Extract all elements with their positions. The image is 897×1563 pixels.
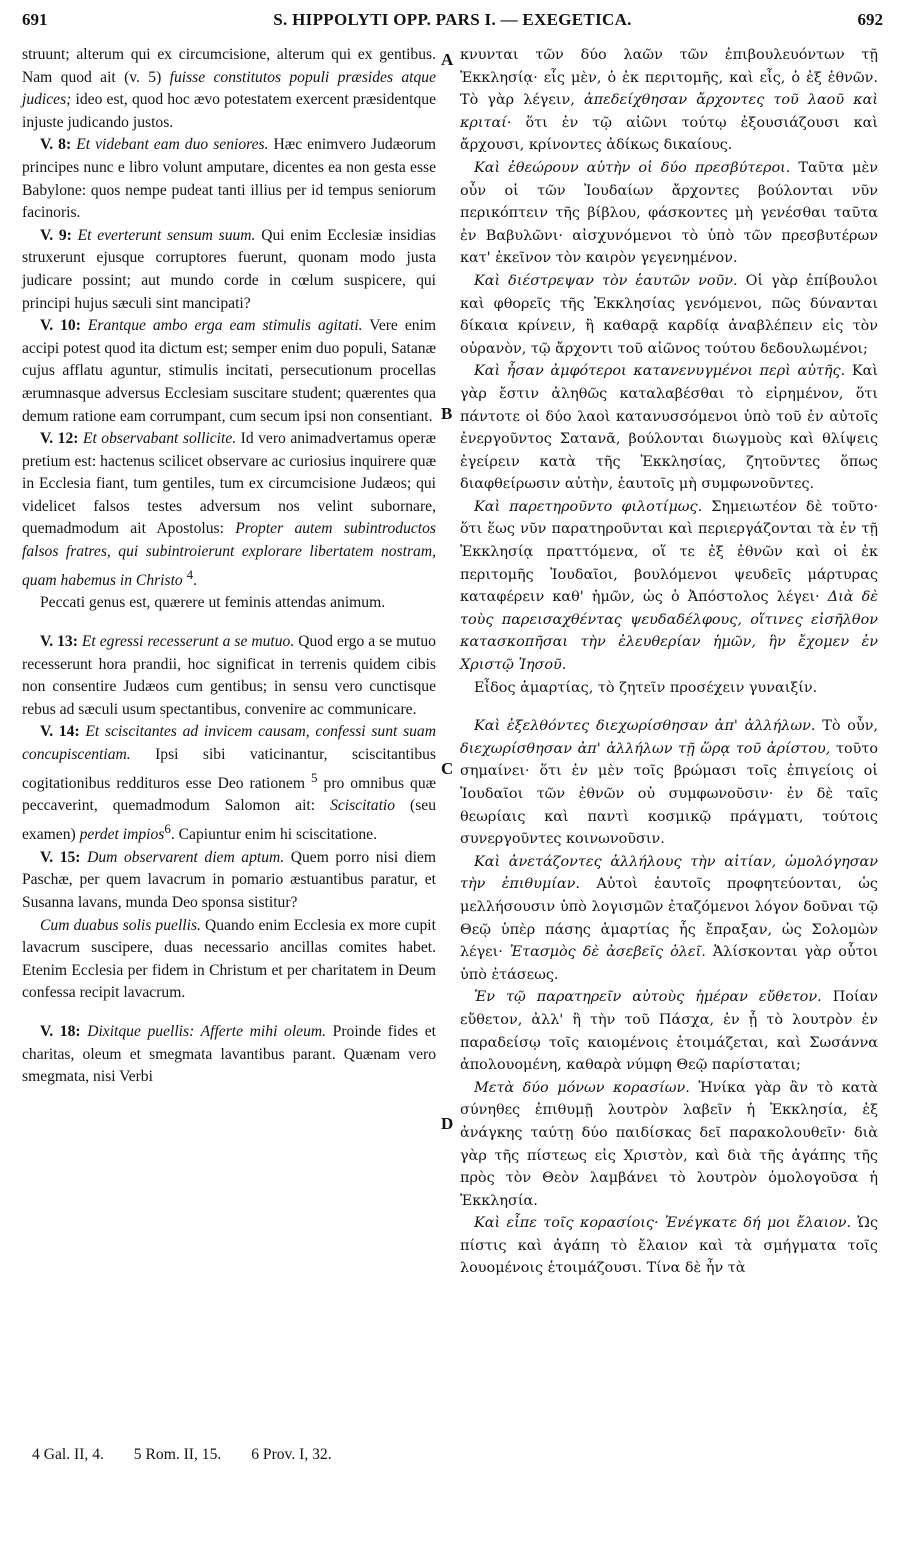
margin-marker-a: A xyxy=(441,50,454,69)
latin-verse-18: V. 18: Dixitque puellis: Afferte mihi oleum. Proinde fides et charitas, oleum et smegmata lavantibus parant. Quænam vero smegmata, nisi Verbi xyxy=(22,1022,436,1086)
greek-paragraph: Καὶ ἀνετάζοντες ἀλλήλους τὴν αἰτίαν, ὡμολόγησαν τὴν ἐπιθυμίαν. Αὐτοὶ ἑαυτοῖς προφητεύονται, ὡς μελλήσουσιν ὑπὸ λογισμῶν ἐταζόμενοι λόγον δοῦναι τῷ Θεῷ ὑπὲρ πάσης ἁμαρτίας ἧς ἔπραξαν, ὡς Σολομὼν λέγει· Ἐτασμὸς δὲ ἀσεβεῖς ὀλεῖ. Ἁλίσκονται γὰρ οὗτοι ὑπὸ ἐτάσεως. xyxy=(460,853,878,983)
footnote: 4 Gal. II, 4. xyxy=(32,1446,104,1463)
footnote-ref: 5 xyxy=(311,769,318,785)
latin-column xyxy=(22,44,436,1089)
greek-paragraph: Καὶ παρετηροῦντο φιλοτίμως. Σημειωτέον δὲ τοῦτο· ὅτι ἕως νῦν παρατηροῦνται καὶ περιεργάζονται τὰ ἐν τῇ Ἐκκλησίᾳ πραττόμενα, οἵ τε ἐξ ἐθνῶν καὶ οἱ ἐκ περιτομῆς Ἰουδαῖοι, βουλόμενοι ψευδεῖς μάρτυρας καταφέρειν καθ' ἡμῶν, ὡς ὁ Ἀπόστολος λέγει· Διὰ δὲ τοὺς παρεισαχθέντας ψευδαδέλφους, οἵτινες εἰσῆλθον κατασκοπῆσαι τὴν ἐλευθερίαν ἡμῶν, ἣν ἔχομεν ἐν Χριστῷ Ἰησοῦ. xyxy=(460,498,879,674)
latin-verse-14: V. 14: Et sciscitantes ad invicem causam, confessi sunt suam concupiscentiam. Ipsi sibi vaticinantur, sciscitantibus cogitationibus reddituros esse Deo rationem $^5$ pro omnibus quæ peccaverint, quemadmodum Salomon ait: Sciscitatio (seu examen) perdet impios$^6$. Capiuntur enim hi sciscitatione. xyxy=(22,723,437,844)
greek-paragraph: Καὶ ἦσαν ἀμφότεροι κατανενυγμένοι περὶ αὐτῆς. Καὶ γὰρ ἔστιν ἀληθῶς καταλαβέσθαι τὸ εἰρημένον, ὅτι πάντοτε οἱ δύο λαοὶ κατανυσσόμενοι ὑπὸ τοῦ ἐν αὐτοῖς ἐνεργοῦντος Σατανᾶ, βούλονται διωγμοὺς καὶ θλίψεις ἐγείρειν κατὰ τῆς Ἐκκλησίας, ζητοῦντες ὅπως διαφθείρωσιν αὐτὴν, ἑαυτοῖς μὴ συμφωνοῦντες. xyxy=(460,363,878,493)
footnote: 5 Rom. II, 15. xyxy=(133,1446,222,1463)
greek-paragraph: Ἐν τῷ παρατηρεῖν αὐτοὺς ἡμέραν εὔθετον. Ποίαν εὔθετον, ἀλλ' ἢ τὴν τοῦ Πάσχα, ἐν ᾗ τὸ λουτρὸν ἐν παραδείσῳ τοῖς καιομένοις ἑτοιμάζεται, καὶ Σωσάννα ἀπολουομένη, καθαρὰ νύμφη Θεῷ παρίσταται; xyxy=(460,989,879,1074)
greek-paragraph: Καὶ ἐξελθόντες διεχωρίσθησαν ἀπ' ἀλλήλων. Τὸ οὖν, διεχωρίσθησαν ἀπ' ἀλλήλων τῇ ὥρᾳ τοῦ ἀρίστου, τοῦτο σημαίνει· ὅτι ἐν μὲν τοῖς βρώμασι τοῖς ἐπιγείοις οἱ Ἰουδαῖοι τῶν ἐθνῶν οὐ συμφωνοῦσιν· ἐν δὲ ταῖς θεωρίαις καὶ παντὶ κοσμικῷ πράγματι, τούτοις συνεργοῦντες κοινωνοῦσιν. xyxy=(460,718,879,848)
latin-peccati: Peccati genus est, quærere ut feminis attendas animum. xyxy=(40,594,386,612)
running-title: S. HIPPOLYTI OPP. PARS I. — EXEGETICA. xyxy=(273,10,632,29)
footnote: 6 Prov. I, 32. xyxy=(251,1446,332,1463)
running-header xyxy=(22,4,883,32)
margin-marker-c: C xyxy=(441,759,454,778)
greek-paragraph: Καὶ εἶπε τοῖς κορασίοις· Ἐνέγκατε δή μοι ἔλαιον. Ὡς πίστις καὶ ἀγάπη τὸ ἔλαιον καὶ τὰ σμήγματα τοῖς λουομένοις ἑτοιμάζουσι. Τίνα δὲ ἦν τὰ xyxy=(460,1215,879,1277)
greek-paragraph: κνυνται τῶν δύο λαῶν τῶν ἐπιβουλευόντων τῇ Ἐκκλησίᾳ· εἷς μὲν, ὁ ἐκ περιτομῆς, καὶ εἷς, ὁ ἐξ ἐθνῶν. Τὸ γὰρ λέγειν, ἀπεδείχθησαν ἄρχοντες τοῦ λαοῦ καὶ κριταί· ὅτι ἐν τῷ αἰῶνι τούτῳ ἐξουσιάζουσι καὶ ἄρχουσι, κρίνοντες ἀδίκως δικαίους. xyxy=(460,47,878,154)
page-number-right: 692 xyxy=(857,10,883,29)
greek-paragraph: Μετὰ δύο μόνων κορασίων. Ἡνίκα γὰρ ἂν τὸ κατὰ σύνηθες ἐπιθυμῇ λουτρὸν λαβεῖν ἡ Ἐκκλησία, ἐξ ἀνάγκης ταύτῃ δύο παιδίσκας δεῖ παρακολουθεῖν· διὰ γὰρ τῆς πίστεως εἰς Χριστὸν, καὶ διὰ τῆς ἀγάπης τῆς πρὸς τὸν Θεὸν λαμβάνει τὸ λουτρὸν ὁμολογοῦσα ἡ Ἐκκλησία. xyxy=(460,1079,878,1209)
latin-verse-8: V. 8: Et videbant eam duo seniores. Hæc enimvero Judæorum principes nunc e libro volunt amputare, dicentes ea non gesta esse Babylone: quos nempe pudeat tanti illius per id tempus seniorum facinoris. xyxy=(22,136,437,222)
latin-verse-10: V. 10: Erantque ambo erga eam stimulis agitati. Vere enim accipi potest quod ita dictum est; semper enim duo populi, Satanæ cujus afflatu aguntur, stimulis incitati, persecutionum procellas ærumnasque adversus Ecclesiam suscitare student; quærentes qua demum ratione eam corrumpant, cum secum ipsi non consentiant. xyxy=(22,317,437,425)
latin-cum-duabus: Cum duabus solis puellis. Quando enim Ecclesia ex more cupit lavacrum suscipere, duas necessario ancillas comites habet. Etenim Ecclesia per fidem in Christum et per charitatem in Deum confessa recipit lavacrum. xyxy=(22,916,436,1002)
greek-paragraph: Καὶ ἐθεώρουν αὐτὴν οἱ δύο πρεσβύτεροι. Ταῦτα μὲν οὖν οἱ τῶν Ἰουδαίων ἄρχοντες βούλονται νῦν περικόπτειν τῆς βίβλου, φάσκοντες μὴ γενέσθαι ταῦτα ἐν Βαβυλῶνι· αἰσχυνόμενοι τὸ ὑπὸ τῶν πρεσβυτέρων κατ' ἐκεῖνον τὸν καιρὸν γεγενημένον. xyxy=(460,159,878,267)
latin-verse-15: V. 15: Dum observarent diem aptum. Quem porro nisi diem Paschæ, per quem lavacrum in pomario æstuantibus paratur, et Susanna lavans, munda Deo sponsa sistitur? xyxy=(22,848,436,911)
page-number-left: 691 xyxy=(22,10,48,29)
greek-paragraph: Καὶ διέστρεψαν τὸν ἑαυτῶν νοῦν. Οἱ γὰρ ἐπίβουλοι καὶ φθορεῖς τῆς Ἐκκλησίας γενόμενοι, πῶς δύνανται δίκαια κρίνειν, ἢ καθαρᾷ καρδίᾳ ἀναβλέπειν εἰς τὸν οὐρανὸν, τῷ ἄρχοντι τοῦ αἰῶνος τούτου δεδουλωμένοι; xyxy=(460,272,878,357)
margin-marker-b: B xyxy=(441,404,453,423)
latin-paragraph: struunt; alterum qui ex circumcisione, alterum qui ex gentibus. Nam quod ait (v. 5) fuisse constitutos populi præsides atque judices; ideo est, quod hoc ævo potestatem exercent præsidentque injuste judicando justos. xyxy=(22,46,437,131)
footnotes xyxy=(32,1446,432,1464)
footnote-ref: 6 xyxy=(164,820,171,836)
latin-verse-9: V. 9: Et everterunt sensum suum. Qui enim Ecclesiæ insidias struxerunt ejusque corruptores fuerunt, quonam modo justa judicare possint; aut mundo corde in cœlum suspicere, qui principi hujus sæculi sint mancipati? xyxy=(22,226,436,312)
latin-verse-12: V. 12: Et observabant sollicite. Id vero animadvertamus operæ pretium est: hactenus scilicet observare ac curiosius inquirere quæ in Ecclesia fiant, tum gentiles, tum ex circumcisione Judæos; qui videlicet falsos testes adversum nos velint subornare, quemadmodum ait Apostolus: Propter autem subintroductos falsos fratres, qui subintroierunt explorare libertatem nostram, quam habemus in Christo $^4$. xyxy=(22,430,436,589)
greek-paragraph: Εἶδος ἁμαρτίας, τὸ ζητεῖν προσέχειν γυναιξίν. xyxy=(474,679,818,696)
latin-verse-13: V. 13: Et egressi recesserunt a se mutuo. Quod ergo a se mutuo recesserunt hora prandii, hoc significat in terrenis quidem cibis non consentire Judæos cum gentibus; in sensu vero cunctisque rebus ad sæculi usum spectantibus, convenire ac communicare. xyxy=(22,633,436,718)
margin-marker-d: D xyxy=(441,1114,454,1133)
footnote-ref: 4 xyxy=(186,566,194,582)
greek-column xyxy=(460,44,878,1280)
